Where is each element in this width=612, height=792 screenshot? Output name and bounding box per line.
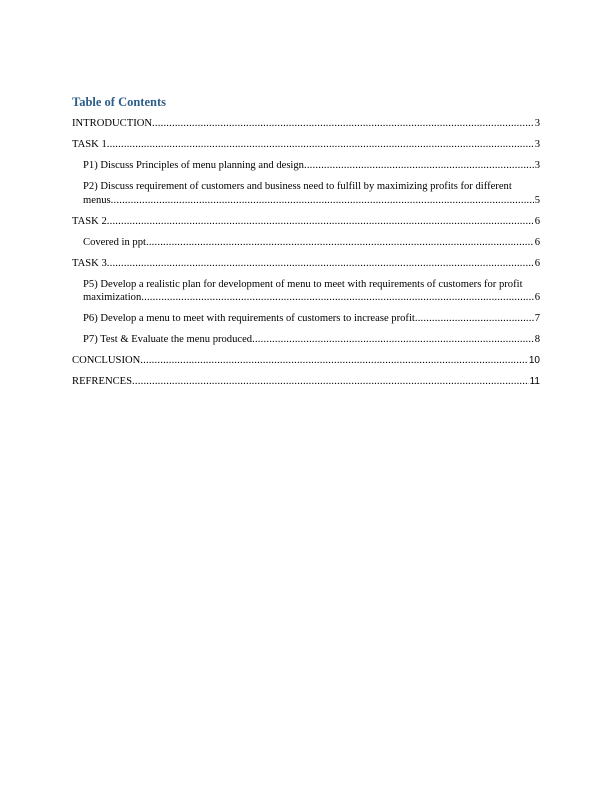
toc-entry-conclusion[interactable] <box>72 354 540 368</box>
toc-page-number: 10 <box>528 355 540 366</box>
toc-dot-leader <box>415 312 534 326</box>
toc-entry-text: Covered in ppt <box>83 236 146 248</box>
toc-entry-covered-in-ppt[interactable] <box>72 236 540 250</box>
toc-entry-p6[interactable] <box>72 312 540 326</box>
toc-dot-leader <box>107 257 534 271</box>
toc-entry-text-line-1: P5) Develop a realistic plan for development of menu to meet with requirements of customers for profit <box>83 278 523 290</box>
toc-entry-p7[interactable] <box>72 333 540 347</box>
toc-entry-text: maximization <box>83 292 142 303</box>
toc-entry-text: P1) Discuss Principles of menu planning and design <box>83 160 304 171</box>
toc-entry-task-3[interactable] <box>72 257 540 271</box>
toc-page-number: 3 <box>534 139 540 150</box>
toc-dot-leader <box>152 117 534 131</box>
toc-page-number: 8 <box>534 334 540 345</box>
toc-page-number: 6 <box>534 257 540 269</box>
toc-page-number: 6 <box>534 215 540 227</box>
toc-page-number: 3 <box>534 160 540 171</box>
toc-dot-leader <box>141 291 533 305</box>
toc-entry-text: REFRENCES <box>72 376 133 387</box>
toc-entry-p2[interactable] <box>72 180 540 207</box>
toc-page-number: 11 <box>529 376 540 387</box>
toc-dot-leader <box>304 159 534 173</box>
toc-dot-leader <box>107 138 534 152</box>
toc-entry-p5[interactable] <box>72 278 540 305</box>
toc-entry-text: menus <box>83 194 111 206</box>
toc-page-number: 6 <box>534 236 540 248</box>
toc-entry-text: TASK 1 <box>72 139 107 150</box>
toc-page-number: 3 <box>534 118 540 129</box>
toc-title: Table of Contents <box>72 95 166 109</box>
toc-entry-task-2[interactable] <box>72 215 540 229</box>
toc-page-number: 6 <box>534 292 540 303</box>
toc-entry-task-1[interactable] <box>72 138 540 152</box>
toc-dot-leader <box>140 354 528 368</box>
toc-list <box>72 117 540 396</box>
toc-entry-text-line-1: P2) Discuss requirement of customers and business need to fulfill by maximizing profits for different <box>83 181 512 192</box>
toc-entry-text: INTRODUCTION <box>72 118 153 129</box>
toc-entry-introduction[interactable] <box>72 117 540 131</box>
toc-dot-leader <box>252 333 534 347</box>
toc-entry-text: P6) Develop a menu to meet with requirements of customers to increase profit <box>83 313 415 324</box>
toc-entry-refrences[interactable] <box>72 375 540 389</box>
toc-dot-leader <box>146 236 534 250</box>
toc-entry-text: TASK 3 <box>72 257 107 269</box>
toc-dot-leader <box>107 215 534 229</box>
toc-entry-text: P7) Test & Evaluate the menu produced <box>83 334 253 345</box>
toc-dot-leader <box>132 375 529 389</box>
toc-page-number: 5 <box>534 194 540 206</box>
toc-entry-text: CONCLUSION <box>72 355 141 366</box>
toc-entry-p1[interactable] <box>72 159 540 173</box>
toc-entry-text: TASK 2 <box>72 215 107 227</box>
toc-dot-leader <box>111 194 534 208</box>
toc-page-number: 7 <box>534 313 540 324</box>
